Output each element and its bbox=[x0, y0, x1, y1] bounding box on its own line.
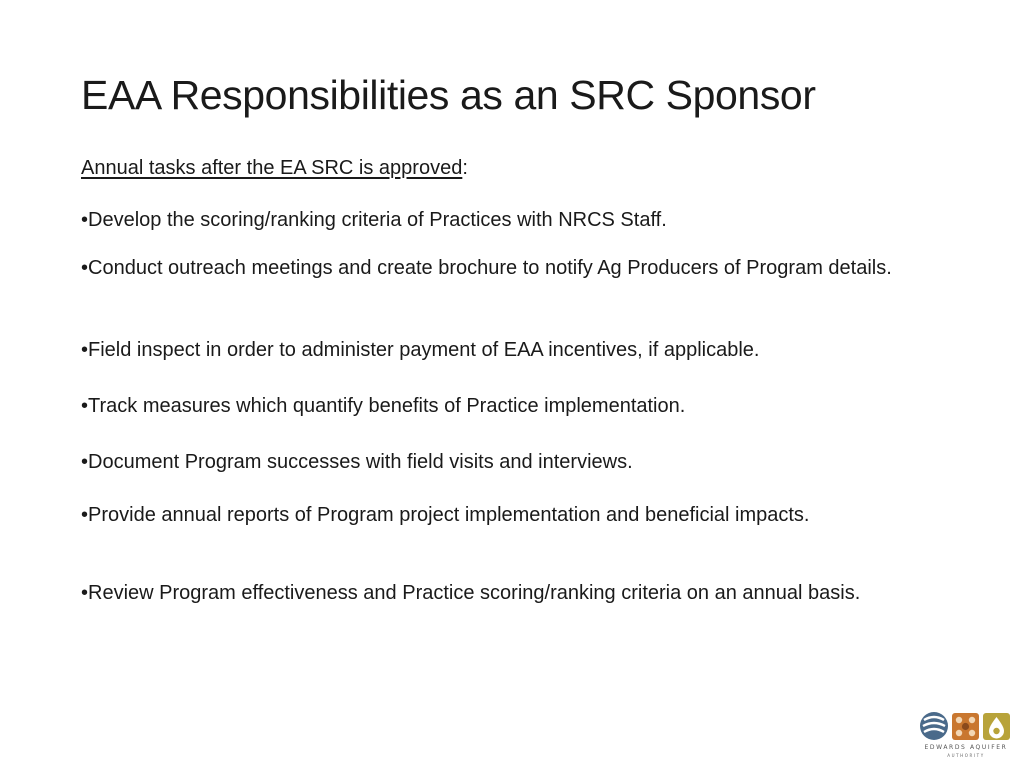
bullet-item-4: •Track measures which quantify benefits of Practice implementation. bbox=[81, 395, 686, 417]
logo-name-text: EDWARDS AQUIFER bbox=[924, 744, 1008, 751]
slide-title: EAA Responsibilities as an SRC Sponsor bbox=[81, 72, 816, 118]
logo-blue-swirl-icon bbox=[920, 712, 948, 740]
bullet-item-3: •Field inspect in order to administer payment of EAA incentives, if applicable. bbox=[81, 339, 760, 361]
bullet-item-5: •Document Program successes with field visits and interviews. bbox=[81, 451, 633, 473]
logo-orange-pattern-icon bbox=[952, 713, 979, 740]
bullet-item-1: •Develop the scoring/ranking criteria of Practices with NRCS Staff. bbox=[81, 209, 667, 231]
bullet-item-6: •Provide annual reports of Program project implementation and beneficial impacts. bbox=[81, 504, 810, 526]
logo-sub-text: AUTHORITY bbox=[947, 753, 985, 758]
logo-olive-drop-icon bbox=[983, 713, 1010, 740]
bullet-item-7: •Review Program effectiveness and Practice scoring/ranking criteria on an annual basis. bbox=[81, 582, 861, 604]
subtitle-colon: : bbox=[462, 157, 468, 179]
bullet-item-2: •Conduct outreach meetings and create brochure to notify Ag Producers of Program details. bbox=[81, 257, 892, 279]
slide-subtitle bbox=[81, 157, 468, 180]
subtitle-underlined-text: Annual tasks after the EA SRC is approved bbox=[81, 157, 463, 179]
